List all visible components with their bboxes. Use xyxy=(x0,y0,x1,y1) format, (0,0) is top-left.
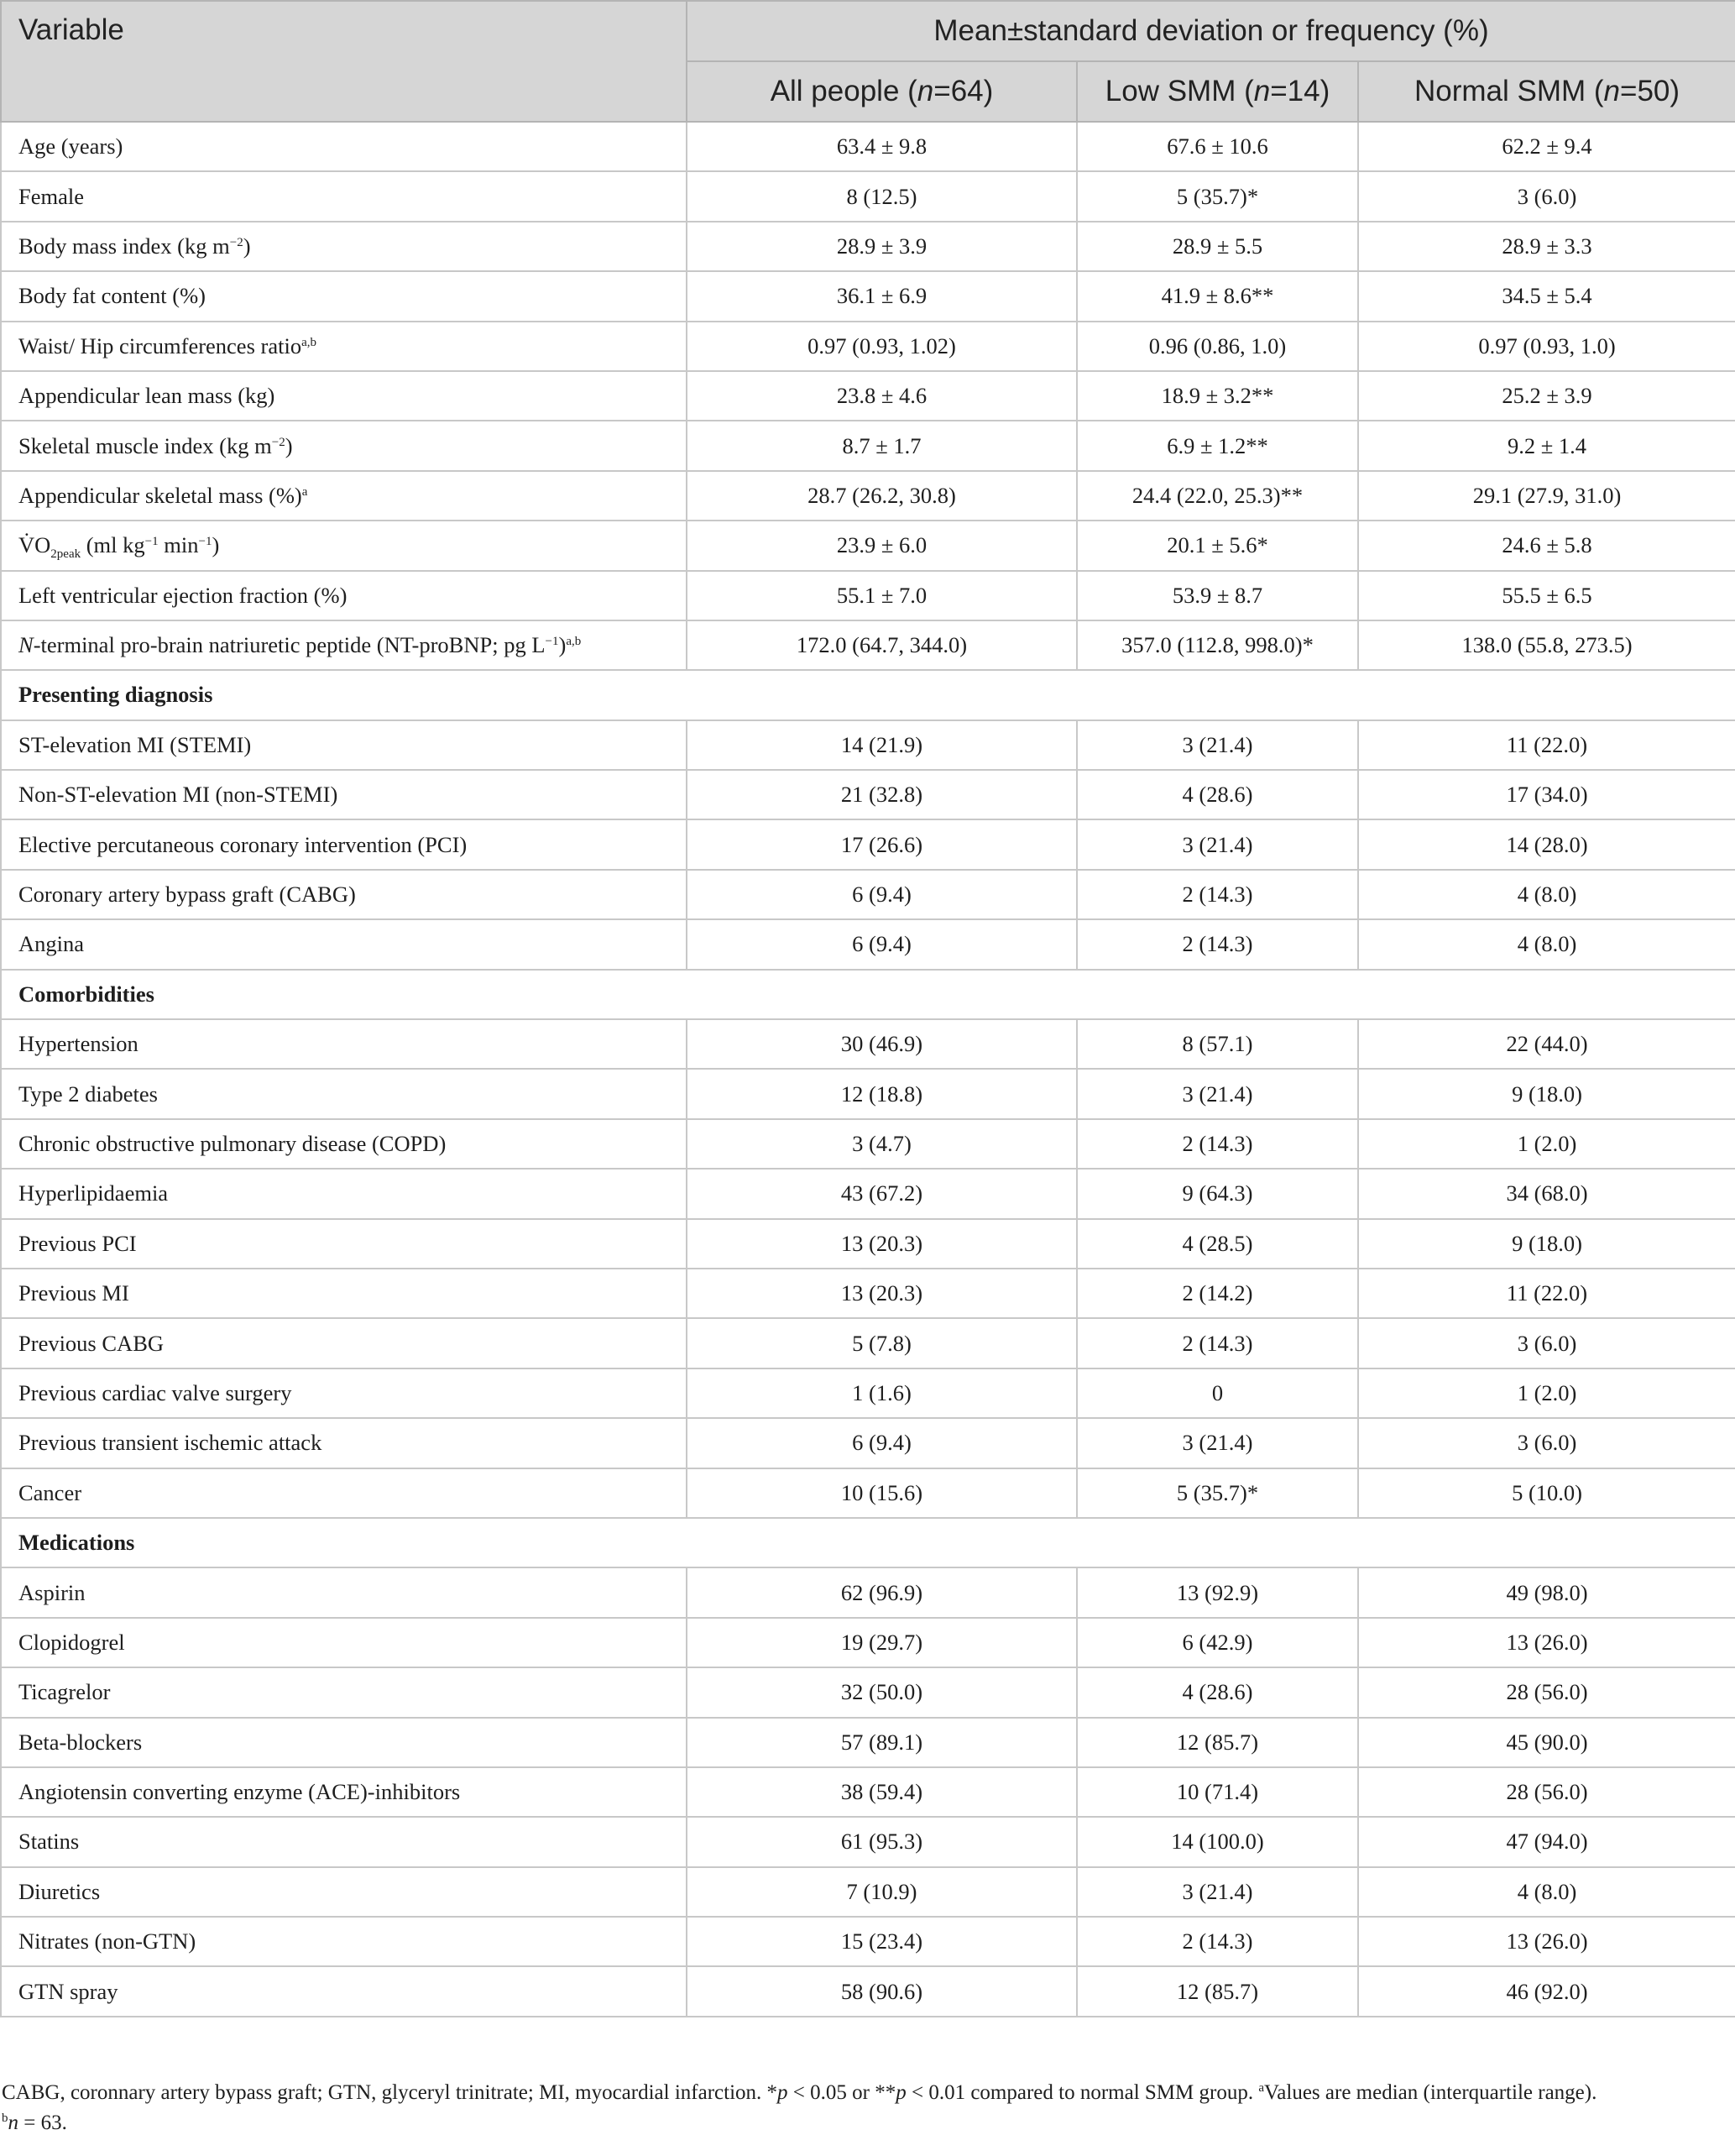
cell-all: 6 (9.4) xyxy=(687,1418,1077,1468)
section-title: Presenting diagnosis xyxy=(1,670,1735,720)
row-label: Appendicular lean mass (kg) xyxy=(1,371,687,421)
row-label: Elective percutaneous coronary intervention (PCI) xyxy=(1,819,687,869)
table-row xyxy=(1,1219,1735,1269)
cell-low: 2 (14.3) xyxy=(1077,870,1358,919)
cell-normal: 1 (2.0) xyxy=(1358,1368,1735,1418)
table-row xyxy=(1,1119,1735,1169)
row-label: Previous MI xyxy=(1,1269,687,1318)
cell-all: 21 (32.8) xyxy=(687,770,1077,819)
row-label: Diuretics xyxy=(1,1867,687,1917)
row-label: Nitrates (non-GTN) xyxy=(1,1917,687,1966)
cell-normal: 9 (18.0) xyxy=(1358,1069,1735,1118)
cell-low: 18.9 ± 3.2** xyxy=(1077,371,1358,421)
cell-low: 8 (57.1) xyxy=(1077,1019,1358,1069)
table-row xyxy=(1,1867,1735,1917)
cell-all: 32 (50.0) xyxy=(687,1667,1077,1717)
cell-low: 2 (14.3) xyxy=(1077,919,1358,969)
cell-normal: 34.5 ± 5.4 xyxy=(1358,271,1735,321)
cell-normal: 9 (18.0) xyxy=(1358,1219,1735,1269)
header-normal-smm: Normal SMM (n=50) xyxy=(1358,61,1735,122)
cell-low: 3 (21.4) xyxy=(1077,819,1358,869)
table-row xyxy=(1,1318,1735,1368)
cell-all: 38 (59.4) xyxy=(687,1767,1077,1817)
table-row xyxy=(1,471,1735,521)
section-header-medications xyxy=(1,1518,1735,1567)
cell-all: 8 (12.5) xyxy=(687,171,1077,221)
cell-low: 5 (35.7)* xyxy=(1077,171,1358,221)
cell-low: 0.96 (0.86, 1.0) xyxy=(1077,322,1358,371)
cell-all: 28.9 ± 3.9 xyxy=(687,222,1077,271)
table-row xyxy=(1,919,1735,969)
cell-all: 30 (46.9) xyxy=(687,1019,1077,1069)
cell-all: 13 (20.3) xyxy=(687,1219,1077,1269)
cell-all: 58 (90.6) xyxy=(687,1966,1077,2016)
row-label: Type 2 diabetes xyxy=(1,1069,687,1118)
cell-low: 24.4 (22.0, 25.3)** xyxy=(1077,471,1358,521)
cell-low: 2 (14.2) xyxy=(1077,1269,1358,1318)
header-variable: Variable xyxy=(1,1,687,122)
cell-low: 6.9 ± 1.2** xyxy=(1077,421,1358,470)
cell-low: 41.9 ± 8.6** xyxy=(1077,271,1358,321)
cell-normal: 34 (68.0) xyxy=(1358,1169,1735,1218)
cell-normal: 138.0 (55.8, 273.5) xyxy=(1358,620,1735,670)
cell-normal: 5 (10.0) xyxy=(1358,1468,1735,1518)
cell-normal: 13 (26.0) xyxy=(1358,1917,1735,1966)
cell-low: 5 (35.7)* xyxy=(1077,1468,1358,1518)
cell-low: 357.0 (112.8, 998.0)* xyxy=(1077,620,1358,670)
cell-all: 61 (95.3) xyxy=(687,1817,1077,1866)
cell-normal: 11 (22.0) xyxy=(1358,720,1735,770)
cell-all: 17 (26.6) xyxy=(687,819,1077,869)
table-row xyxy=(1,1567,1735,1617)
row-label: Angina xyxy=(1,919,687,969)
cell-normal: 17 (34.0) xyxy=(1358,770,1735,819)
cell-normal: 4 (8.0) xyxy=(1358,1867,1735,1917)
cell-all: 15 (23.4) xyxy=(687,1917,1077,1966)
table-row xyxy=(1,720,1735,770)
cell-low: 2 (14.3) xyxy=(1077,1318,1358,1368)
table-row xyxy=(1,371,1735,421)
cell-all: 5 (7.8) xyxy=(687,1318,1077,1368)
cell-all: 62 (96.9) xyxy=(687,1567,1077,1617)
cell-normal: 47 (94.0) xyxy=(1358,1817,1735,1866)
cell-all: 14 (21.9) xyxy=(687,720,1077,770)
table-row xyxy=(1,222,1735,271)
cell-normal: 4 (8.0) xyxy=(1358,870,1735,919)
table-row xyxy=(1,1667,1735,1717)
cell-all: 55.1 ± 7.0 xyxy=(687,571,1077,620)
section-title: Medications xyxy=(1,1518,1735,1567)
cell-low: 10 (71.4) xyxy=(1077,1767,1358,1817)
cell-normal: 45 (90.0) xyxy=(1358,1718,1735,1767)
row-label: Previous transient ischemic attack xyxy=(1,1418,687,1468)
cell-normal: 28 (56.0) xyxy=(1358,1667,1735,1717)
cell-all: 0.97 (0.93, 1.02) xyxy=(687,322,1077,371)
table-row xyxy=(1,521,1735,570)
cell-normal: 3 (6.0) xyxy=(1358,1318,1735,1368)
row-label: Waist/ Hip circumferences ratio$^{a,b}$ xyxy=(1,322,687,371)
cell-all: 63.4 ± 9.8 xyxy=(687,122,1077,171)
cell-all: 6 (9.4) xyxy=(687,870,1077,919)
row-label: Previous cardiac valve surgery xyxy=(1,1368,687,1418)
cell-all: 3 (4.7) xyxy=(687,1119,1077,1169)
cell-normal: 4 (8.0) xyxy=(1358,919,1735,969)
header-all-people: All people (n=64) xyxy=(687,61,1077,122)
row-label: Previous PCI xyxy=(1,1219,687,1269)
table-row xyxy=(1,1468,1735,1518)
cell-all: 8.7 ± 1.7 xyxy=(687,421,1077,470)
cell-all: 28.7 (26.2, 30.8) xyxy=(687,471,1077,521)
cell-low: 0 xyxy=(1077,1368,1358,1418)
cell-low: 4 (28.6) xyxy=(1077,1667,1358,1717)
section-header-comorbidities xyxy=(1,970,1735,1019)
row-label: Left ventricular ejection fraction (%) xyxy=(1,571,687,620)
table-row xyxy=(1,1718,1735,1767)
row-label: Angiotensin converting enzyme (ACE)-inhibitors xyxy=(1,1767,687,1817)
cell-low: 12 (85.7) xyxy=(1077,1718,1358,1767)
header-group-title: Mean±standard deviation or frequency (%) xyxy=(687,1,1735,61)
table-row xyxy=(1,770,1735,819)
row-label: Coronary artery bypass graft (CABG) xyxy=(1,870,687,919)
row-label: Body mass index (kg $m^{-2}$) xyxy=(1,222,687,271)
cell-normal: 24.6 ± 5.8 xyxy=(1358,521,1735,570)
cell-all: 23.8 ± 4.6 xyxy=(687,371,1077,421)
cell-low: 3 (21.4) xyxy=(1077,720,1358,770)
cell-normal: 55.5 ± 6.5 xyxy=(1358,571,1735,620)
cell-low: 2 (14.3) xyxy=(1077,1917,1358,1966)
table-footnote: CABG, coronnary artery bypass graft; GTN, glyceryl trinitrate; MI, myocardial infarction. *p < 0.05 or **p < 0.01 compared to normal SMM group. $^a$Values are median (interquartile range). $^b$n = 63. xyxy=(2,2081,1597,2134)
row-label: N-terminal pro-brain natriuretic peptide (NT-proBNP; pg $L^{-1})^{a,b}$ xyxy=(1,620,687,670)
row-label: Non-ST-elevation MI (non-STEMI) xyxy=(1,770,687,819)
table-row xyxy=(1,1966,1735,2016)
cell-low: 14 (100.0) xyxy=(1077,1817,1358,1866)
cell-normal: 3 (6.0) xyxy=(1358,1418,1735,1468)
row-label: Age (years) xyxy=(1,122,687,171)
cell-normal: 9.2 ± 1.4 xyxy=(1358,421,1735,470)
cell-normal: 62.2 ± 9.4 xyxy=(1358,122,1735,171)
row-label: Previous CABG xyxy=(1,1318,687,1368)
table-row xyxy=(1,620,1735,670)
table-row xyxy=(1,322,1735,371)
cell-low: 4 (28.5) xyxy=(1077,1219,1358,1269)
row-label: Female xyxy=(1,171,687,221)
cell-low: 12 (85.7) xyxy=(1077,1966,1358,2016)
cell-all: 57 (89.1) xyxy=(687,1718,1077,1767)
cell-low: 13 (92.9) xyxy=(1077,1567,1358,1617)
cell-all: 10 (15.6) xyxy=(687,1468,1077,1518)
cell-all: 19 (29.7) xyxy=(687,1618,1077,1667)
table-row xyxy=(1,1618,1735,1667)
cell-all: 1 (1.6) xyxy=(687,1368,1077,1418)
cell-normal: 46 (92.0) xyxy=(1358,1966,1735,2016)
table-row xyxy=(1,271,1735,321)
table-row xyxy=(1,1418,1735,1468)
row-label: Aspirin xyxy=(1,1567,687,1617)
cell-all: 7 (10.9) xyxy=(687,1867,1077,1917)
cell-all: 6 (9.4) xyxy=(687,919,1077,969)
table-row xyxy=(1,1368,1735,1418)
cell-all: 12 (18.8) xyxy=(687,1069,1077,1118)
row-label: Appendicular skeletal mass (%)$^a$ xyxy=(1,471,687,521)
cell-normal: 29.1 (27.9, 31.0) xyxy=(1358,471,1735,521)
cell-normal: 3 (6.0) xyxy=(1358,171,1735,221)
row-label: ST-elevation MI (STEMI) xyxy=(1,720,687,770)
table-row xyxy=(1,421,1735,470)
row-label: Chronic obstructive pulmonary disease (COPD) xyxy=(1,1119,687,1169)
table-row xyxy=(1,1069,1735,1118)
cell-low: 20.1 ± 5.6* xyxy=(1077,521,1358,570)
cell-all: 13 (20.3) xyxy=(687,1269,1077,1318)
row-label: $V̇O_{2peak}$ (ml $kg^{-1}$ $\min^{-1}$) xyxy=(1,521,687,570)
cell-all: 172.0 (64.7, 344.0) xyxy=(687,620,1077,670)
cell-low: 53.9 ± 8.7 xyxy=(1077,571,1358,620)
table-row xyxy=(1,1817,1735,1866)
cell-low: 2 (14.3) xyxy=(1077,1119,1358,1169)
row-label: Cancer xyxy=(1,1468,687,1518)
table-row xyxy=(1,1269,1735,1318)
cell-low: 4 (28.6) xyxy=(1077,770,1358,819)
row-label: Statins xyxy=(1,1817,687,1866)
cell-normal: 28 (56.0) xyxy=(1358,1767,1735,1817)
cell-low: 3 (21.4) xyxy=(1077,1418,1358,1468)
row-label: Clopidogrel xyxy=(1,1618,687,1667)
cell-normal: 22 (44.0) xyxy=(1358,1019,1735,1069)
table-row xyxy=(1,122,1735,171)
table-row xyxy=(1,819,1735,869)
cell-normal: 13 (26.0) xyxy=(1358,1618,1735,1667)
row-label: GTN spray xyxy=(1,1966,687,2016)
cell-all: 43 (67.2) xyxy=(687,1169,1077,1218)
cell-low: 3 (21.4) xyxy=(1077,1867,1358,1917)
cell-low: 9 (64.3) xyxy=(1077,1169,1358,1218)
table-row xyxy=(1,870,1735,919)
cell-all: 36.1 ± 6.9 xyxy=(687,271,1077,321)
table-row xyxy=(1,1917,1735,1966)
cell-normal: 25.2 ± 3.9 xyxy=(1358,371,1735,421)
row-label: Ticagrelor xyxy=(1,1667,687,1717)
header-low-smm: Low SMM (n=14) xyxy=(1077,61,1358,122)
cell-normal: 14 (28.0) xyxy=(1358,819,1735,869)
row-label: Skeletal muscle index (kg $m^{-2}$) xyxy=(1,421,687,470)
cell-normal: 11 (22.0) xyxy=(1358,1269,1735,1318)
row-label: Beta-blockers xyxy=(1,1718,687,1767)
table-row xyxy=(1,1169,1735,1218)
row-label: Body fat content (%) xyxy=(1,271,687,321)
cell-low: 28.9 ± 5.5 xyxy=(1077,222,1358,271)
table-row xyxy=(1,1019,1735,1069)
cell-all: 23.9 ± 6.0 xyxy=(687,521,1077,570)
cell-low: 67.6 ± 10.6 xyxy=(1077,122,1358,171)
table-row xyxy=(1,571,1735,620)
cell-normal: 49 (98.0) xyxy=(1358,1567,1735,1617)
cell-low: 3 (21.4) xyxy=(1077,1069,1358,1118)
cell-normal: 1 (2.0) xyxy=(1358,1119,1735,1169)
row-label: Hypertension xyxy=(1,1019,687,1069)
section-header-presenting-diagnosis xyxy=(1,670,1735,720)
table-row xyxy=(1,171,1735,221)
table-row xyxy=(1,1767,1735,1817)
cell-low: 6 (42.9) xyxy=(1077,1618,1358,1667)
cell-normal: 28.9 ± 3.3 xyxy=(1358,222,1735,271)
section-title: Comorbidities xyxy=(1,970,1735,1019)
row-label: Hyperlipidaemia xyxy=(1,1169,687,1218)
cell-normal: 0.97 (0.93, 1.0) xyxy=(1358,322,1735,371)
